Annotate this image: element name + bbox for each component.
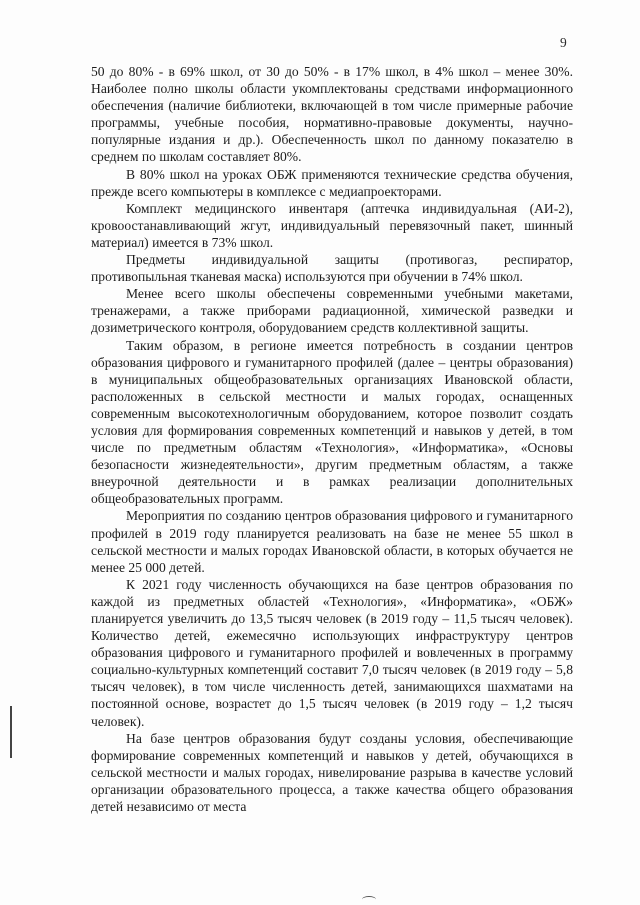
paragraph-least-equipped: Менее всего школы обеспечены современными учебными макетами, тренажерами, а также приборами радиационной, химической разведки и дозиметрического контроля, оборудованием средств коллективной защиты. <box>91 286 573 336</box>
paragraph-medical-kit: Комплект медицинского инвентаря (аптечка индивидуальная (АИ-2), кровоостанавливающий жгут, индивидуальный перевязочный пакет, шинный материал) имеется в 73% школ. <box>91 200 573 250</box>
scan-bottom-mark <box>362 896 376 903</box>
paragraph-obzh-technical-means: В 80% школ на уроках ОБЖ применяются технические средства обучения, прежде всего компьютеры в комплексе с медиапроекторами. <box>91 166 573 199</box>
paragraph-personal-protection: Предметы индивидуальной защиты (противогаз, респиратор, противопыльная тканевая маска) используются при обучении в 74% школ. <box>91 252 573 285</box>
page-number: 9 <box>560 35 567 50</box>
paragraph-need-for-centers: Таким образом, в регионе имеется потребность в создании центров образования цифрового и гуманитарного профилей (далее – центры образования) в муниципальных общеобразовательных организациях Ивановской области, расположенных в сельской местности и малых городах, оснащенных современным высокотехнологичным оборудованием, которое позволит создать условия для формирования современных компетенций и навыков у детей, в том числе по предметным областям «Технология», «Информатика», «Основы безопасности жизнедеятельности», другим предметным областям, а также внеурочной деятельности и в рамках реализации дополнительных общеобразовательных программ. <box>91 337 573 507</box>
paragraph-conditions: На базе центров образования будут созданы условия, обеспечивающие формирование современных компетенций и навыков у детей, обучающихся в сельской местности и малых городах, нивелирование разрыва в качестве условий организации образовательного процесса, а также качества общего образования детей независимо от места <box>91 730 573 815</box>
paragraph-continued: 50 до 80% - в 69% школ, от 30 до 50% - в 17% школ, в 4% школ – менее 30%. Наиболее полно школы области укомплектованы средствами информационного обеспечения (наличие библиотеки, включающей в том числе примерные рабочие программы, учебные пособия, нормативно-правовые документы, научно-популярные издания и др.). Обеспеченность школ по данному показателю в среднем по школам составляет 80%. <box>91 64 573 165</box>
document-body <box>91 63 573 815</box>
paragraph-2019-plan: Мероприятия по созданию центров образования цифрового и гуманитарного профилей в 2019 году планируется реализовать на базе не менее 55 школ в сельской местности и малых городах Ивановской области, в которых обучается не менее 25 000 детей. <box>91 508 573 575</box>
scan-margin-mark <box>10 706 12 758</box>
paragraph-2021-targets: К 2021 году численность обучающихся на базе центров образования по каждой из предметных областей «Технология», «Информатика», «ОБЖ» планируется увеличить до 13,5 тысяч человек (в 2019 году – 11,5 тысяч человек). Количество детей, ежемесячно использующих инфраструктуру центров образования цифрового и гуманитарного профилей и вовлеченных в программу социально-культурных компетенций составит 7,0 тысяч человек (в 2019 году – 5,8 тысяч человек), в том числе численность детей, занимающихся шахматами на постоянной основе, возрастет до 1,5 тысяч человек (в 2019 году – 1,2 тысяч человек). <box>91 576 573 729</box>
